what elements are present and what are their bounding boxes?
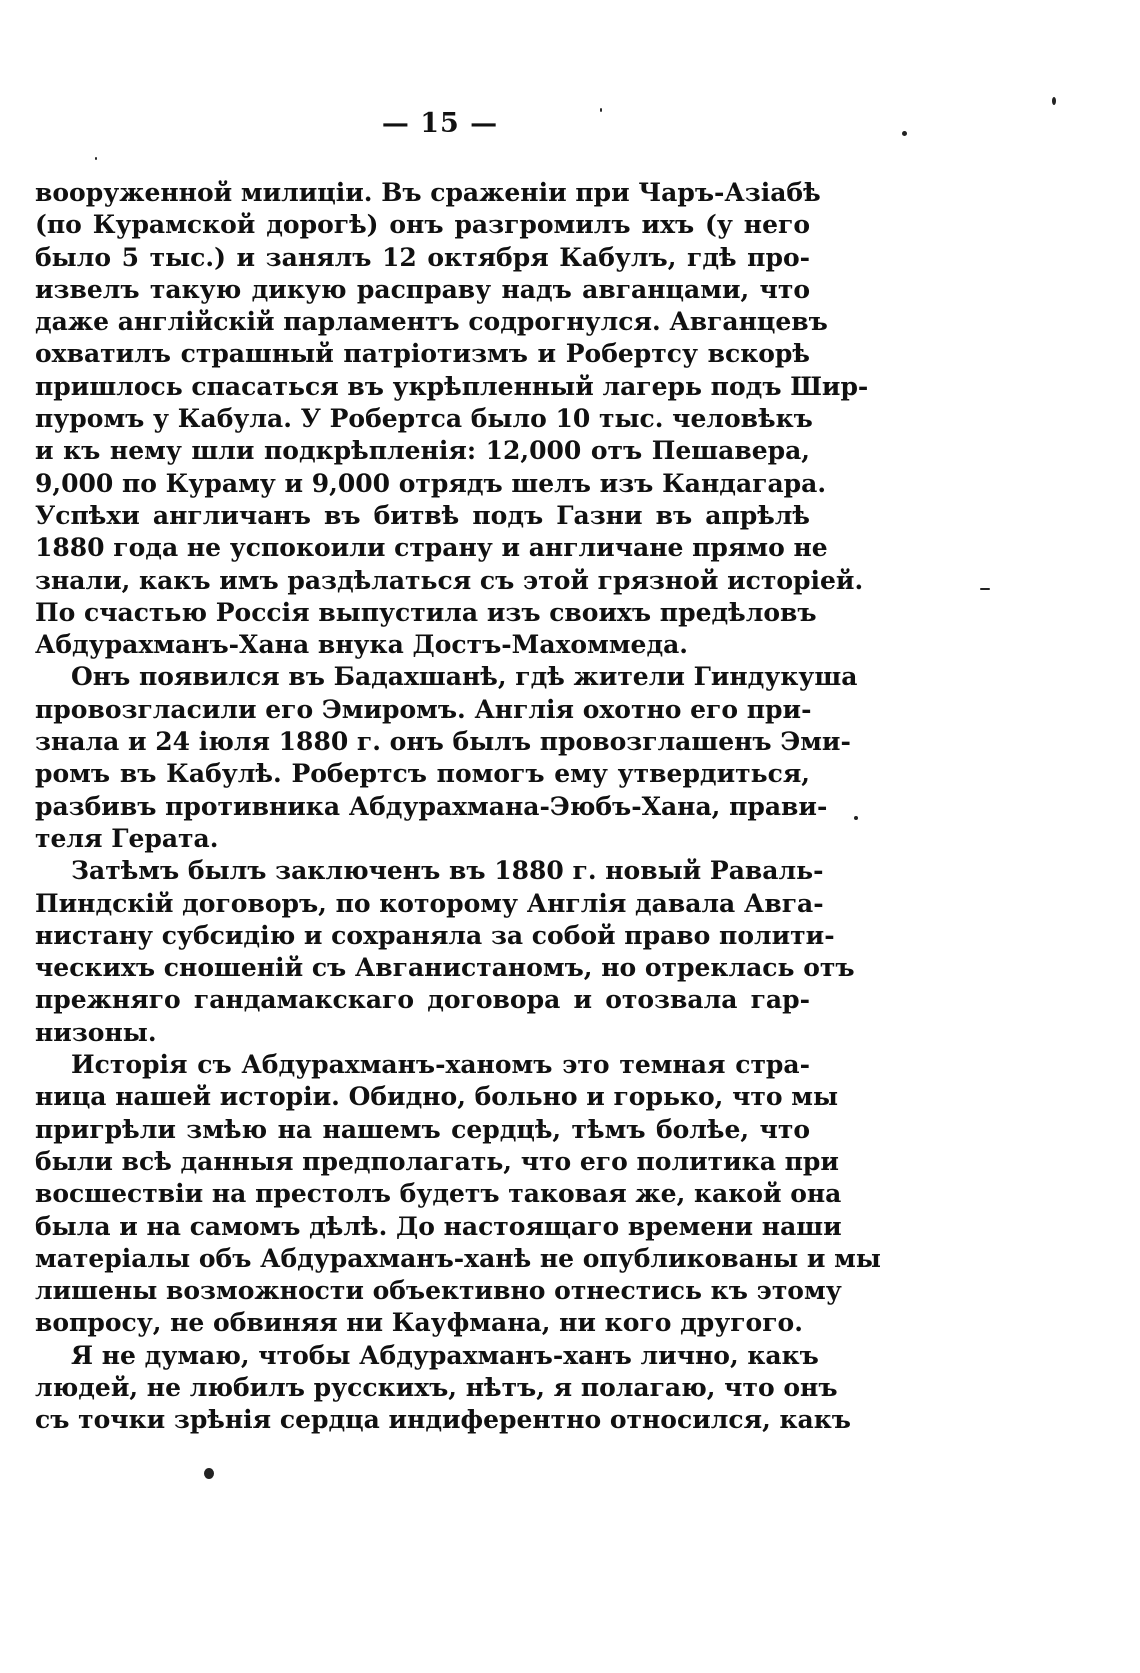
text-line: восшествіи на престолъ будетъ таковая же, какой она <box>35 1179 842 1209</box>
text-line: Онъ появился въ Бадахшанѣ, гдѣ жители Гиндукуша <box>71 662 858 692</box>
text-line: По счастью Россія выпустила изъ своихъ предѣловъ <box>35 597 817 627</box>
text-line: ница нашей исторіи. Обидно, больно и горько, что мы <box>35 1082 839 1112</box>
text-line: Затѣмъ былъ заключенъ въ 1880 г. новый Раваль- <box>71 856 824 886</box>
text-line: было 5 тыс.) и занялъ 12 октября Кабулъ, гдѣ про- <box>35 242 810 272</box>
text-line: была и на самомъ дѣлѣ. До настоящаго времени наши <box>35 1211 842 1241</box>
scan-speck <box>902 131 907 136</box>
text-line: ческихъ сношеній съ Авганистаномъ, но отреклась отъ <box>35 953 855 983</box>
text-line: низоны. <box>35 1017 157 1047</box>
text-line: пришлось спасаться въ укрѣпленный лагерь подъ Шир- <box>35 371 869 401</box>
text-line: съ точки зрѣнія сердца индиферентно относился, какъ <box>35 1405 851 1435</box>
text-line: вопросу, не обвиняя ни Кауфмана, ни кого другого. <box>35 1308 803 1338</box>
text-line: разбивъ противника Абдурахмана-Эюбъ-Хана, прави- <box>35 791 828 821</box>
text-line: Успѣхи англичанъ въ битвѣ подъ Газни въ апрѣлѣ <box>35 500 810 530</box>
text-line: вооруженной милиціи. Въ сраженіи при Чаръ-Азіабѣ <box>35 178 821 207</box>
text-line: людей, не любилъ русскихъ, нѣтъ, я полагаю, что онъ <box>35 1372 838 1402</box>
text-line: нистану субсидію и сохраняла за собой право полити- <box>35 920 835 950</box>
text-line: 1880 года не успокоили страну и англичане прямо не <box>35 533 828 563</box>
scan-speck <box>95 157 97 160</box>
text-line: лишены возможности объективно отнестись къ этому <box>35 1276 842 1306</box>
scan-speck <box>980 588 990 590</box>
text-line: знала и 24 іюля 1880 г. онъ былъ провозглашенъ Эми- <box>35 727 851 757</box>
text-line: прежняго гандамакскаго договора и отозвала гар- <box>35 985 810 1015</box>
text-line: матеріалы объ Абдурахманъ-ханѣ не опубликованы и мы <box>35 1243 881 1273</box>
text-line: провозгласили его Эмиромъ. Англія охотно его при- <box>35 694 812 724</box>
text-line: (по Курамской дорогѣ) онъ разгромилъ ихъ (у него <box>35 210 810 240</box>
text-line: 9,000 по Кураму и 9,000 отрядъ шелъ изъ Кандагара. <box>35 468 827 498</box>
text-line: и къ нему шли подкрѣпленія: 12,000 отъ Пешавера, <box>35 436 810 466</box>
text-line: Исторія съ Абдурахманъ-ханомъ это темная стра- <box>71 1050 810 1080</box>
text-line: Абдурахманъ-Хана внука Достъ-Махоммеда. <box>35 630 689 660</box>
text-line: Пиндскій договоръ, по которому Англія давала Авга- <box>35 888 824 918</box>
text-line: пригрѣли змѣю на нашемъ сердцѣ, тѣмъ болѣе, что <box>35 1114 810 1144</box>
text-line: были всѣ данныя предполагать, что его политика при <box>35 1146 839 1176</box>
scan-speck <box>1052 97 1056 105</box>
scan-speck <box>600 108 602 112</box>
text-line: даже англійскій парламентъ содрогнулся. Авганцевъ <box>35 307 828 337</box>
text-line: охватилъ страшный патріотизмъ и Робертсу вскорѣ <box>35 339 810 369</box>
body-text <box>35 177 881 1437</box>
text-line: пуромъ у Кабула. У Робертса было 10 тыс. человѣкъ <box>35 404 813 434</box>
scan-speck <box>204 1468 214 1479</box>
text-line: теля Герата. <box>35 823 219 853</box>
text-line: Я не думаю, чтобы Абдурахманъ-ханъ лично, какъ <box>71 1340 819 1370</box>
page-number: — 15 — <box>381 108 499 139</box>
scan-speck <box>854 816 858 820</box>
text-line: знали, какъ имъ раздѣлаться съ этой грязной исторіей. <box>35 565 864 595</box>
text-line: извелъ такую дикую расправу надъ авганцами, что <box>35 274 810 304</box>
text-line: ромъ въ Кабулѣ. Робертсъ помогъ ему утвердиться, <box>35 759 810 789</box>
